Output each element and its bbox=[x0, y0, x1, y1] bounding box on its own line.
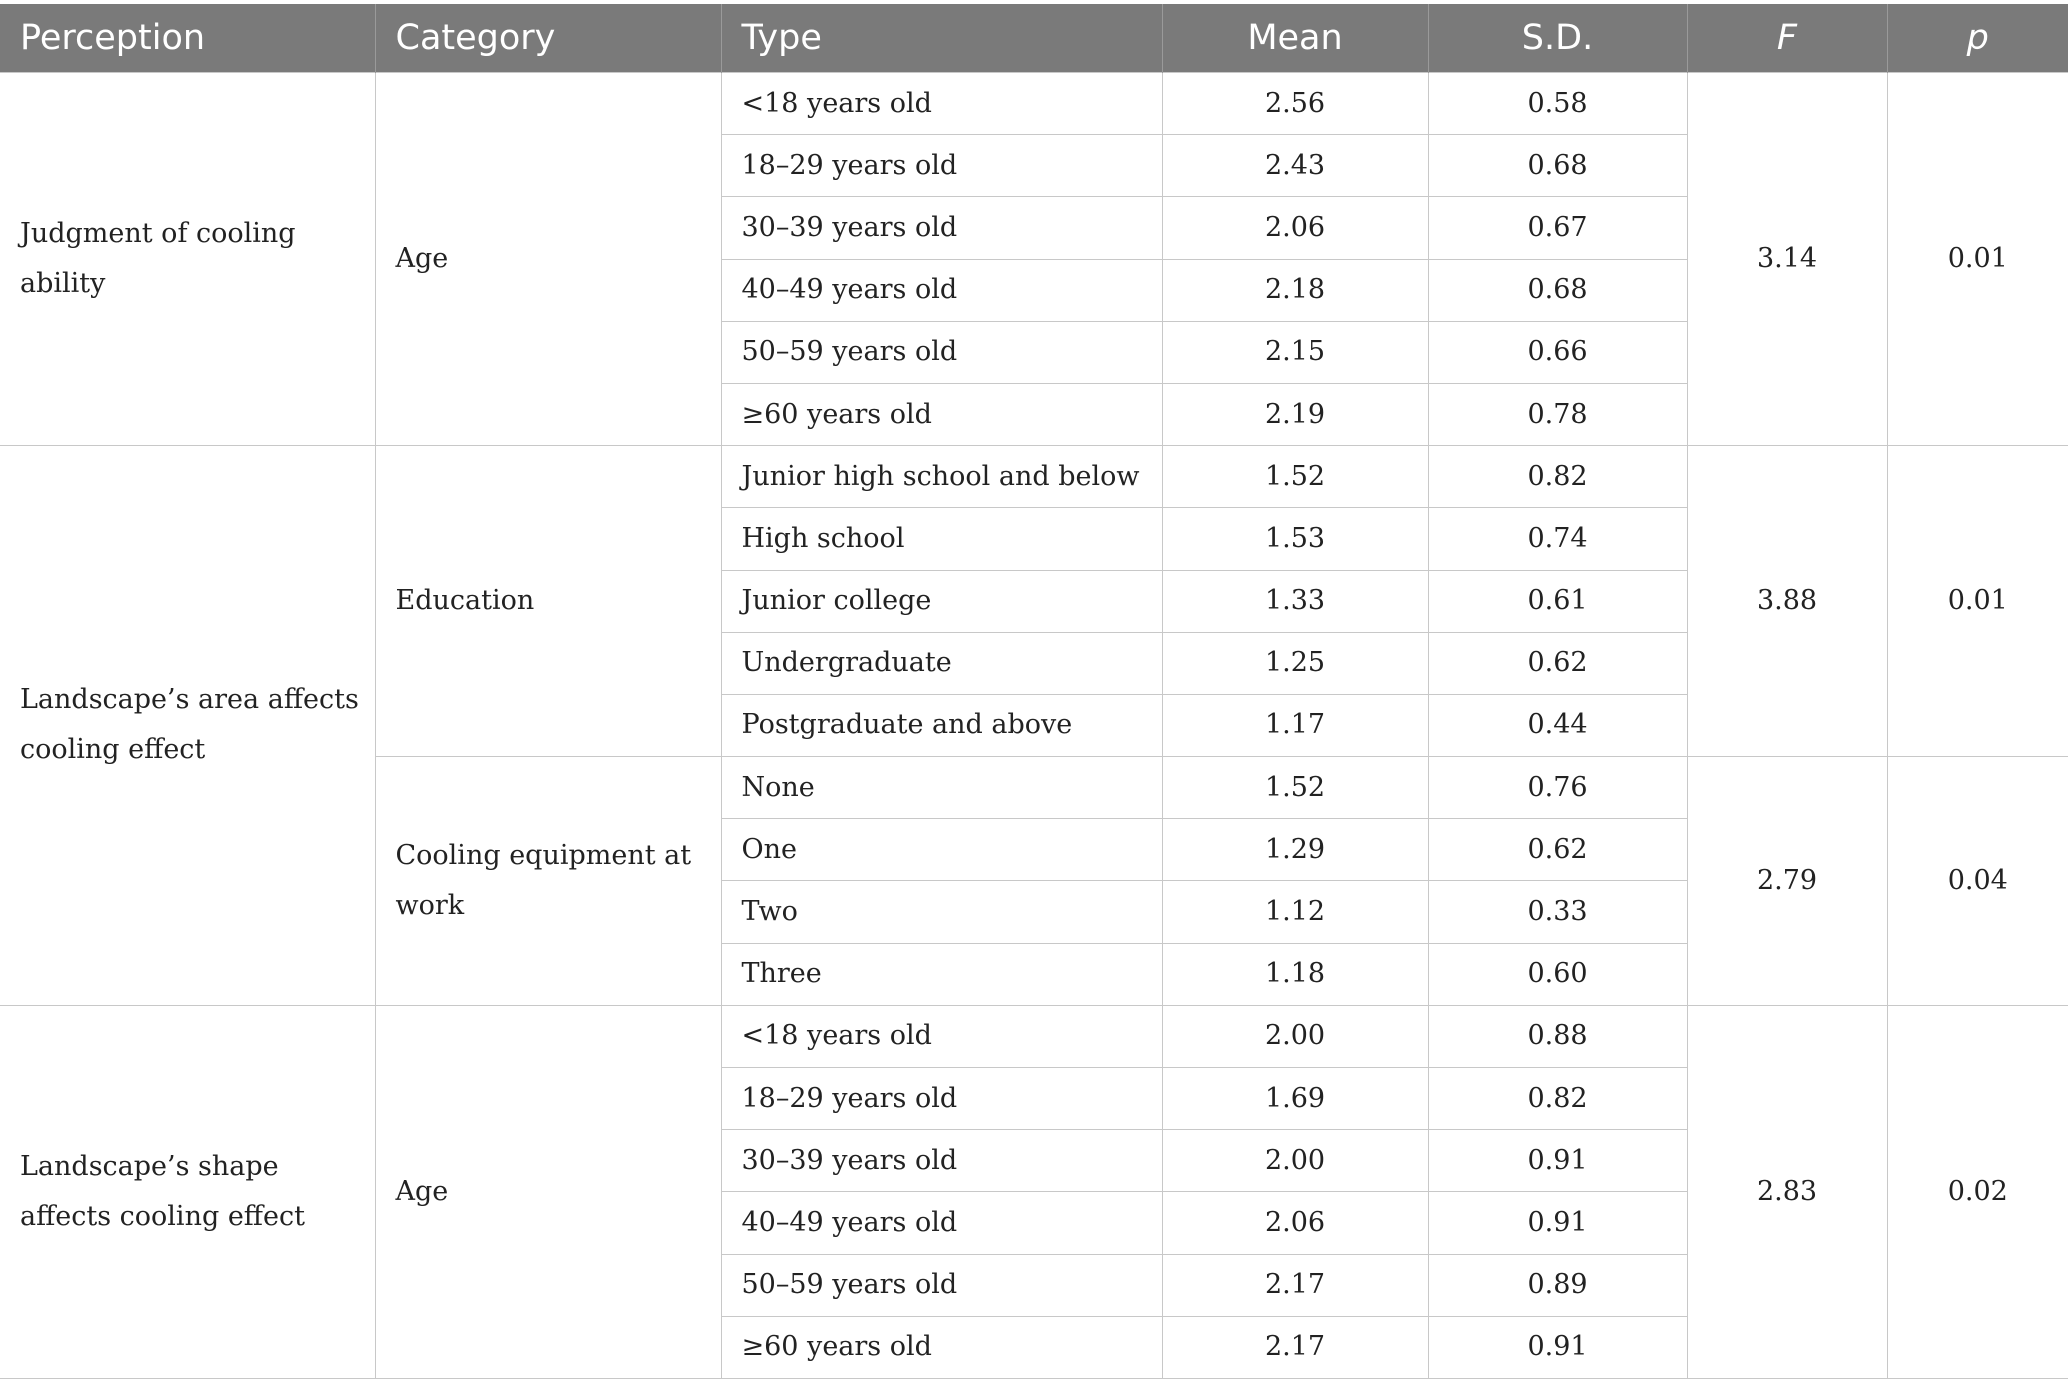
header-f: F bbox=[1687, 4, 1887, 73]
mean-cell: 2.18 bbox=[1162, 259, 1428, 321]
sd-cell: 0.66 bbox=[1428, 321, 1687, 383]
sd-cell: 0.89 bbox=[1428, 1254, 1687, 1316]
mean-cell: 2.56 bbox=[1162, 73, 1428, 135]
mean-cell: 2.06 bbox=[1162, 197, 1428, 259]
sd-cell: 0.33 bbox=[1428, 881, 1687, 943]
type-cell: 50–59 years old bbox=[721, 1254, 1162, 1316]
sd-cell: 0.58 bbox=[1428, 73, 1687, 135]
mean-cell: 2.00 bbox=[1162, 1005, 1428, 1067]
sd-cell: 0.44 bbox=[1428, 694, 1687, 756]
perception-cell: Landscape’s area affects cooling effect bbox=[0, 446, 375, 1006]
type-cell: Postgraduate and above bbox=[721, 694, 1162, 756]
type-cell: High school bbox=[721, 508, 1162, 570]
mean-cell: 1.52 bbox=[1162, 446, 1428, 508]
mean-cell: 2.43 bbox=[1162, 135, 1428, 197]
f-value-cell: 2.79 bbox=[1687, 757, 1887, 1006]
sd-cell: 0.82 bbox=[1428, 446, 1687, 508]
category-cell: Age bbox=[375, 73, 721, 446]
mean-cell: 1.12 bbox=[1162, 881, 1428, 943]
header-type: Type bbox=[721, 4, 1162, 73]
sd-cell: 0.62 bbox=[1428, 632, 1687, 694]
table-row bbox=[0, 73, 2068, 135]
p-value-cell: 0.01 bbox=[1887, 446, 2068, 757]
header-sd: S.D. bbox=[1428, 4, 1687, 73]
p-value-cell: 0.02 bbox=[1887, 1005, 2068, 1378]
sd-cell: 0.60 bbox=[1428, 943, 1687, 1005]
p-value-cell: 0.01 bbox=[1887, 73, 2068, 446]
type-cell: 30–39 years old bbox=[721, 1130, 1162, 1192]
f-value-cell: 3.14 bbox=[1687, 73, 1887, 446]
header-mean: Mean bbox=[1162, 4, 1428, 73]
sd-cell: 0.61 bbox=[1428, 570, 1687, 632]
type-cell: Undergraduate bbox=[721, 632, 1162, 694]
mean-cell: 1.52 bbox=[1162, 757, 1428, 819]
type-cell: None bbox=[721, 757, 1162, 819]
sd-cell: 0.74 bbox=[1428, 508, 1687, 570]
sd-cell: 0.62 bbox=[1428, 819, 1687, 881]
sd-cell: 0.68 bbox=[1428, 259, 1687, 321]
p-value-cell: 0.04 bbox=[1887, 757, 2068, 1006]
type-cell: 18–29 years old bbox=[721, 1068, 1162, 1130]
table-row bbox=[0, 1005, 2068, 1067]
perception-cell: Landscape’s shape affects cooling effect bbox=[0, 1005, 375, 1378]
mean-cell: 1.69 bbox=[1162, 1068, 1428, 1130]
mean-cell: 2.00 bbox=[1162, 1130, 1428, 1192]
sd-cell: 0.68 bbox=[1428, 135, 1687, 197]
mean-cell: 2.19 bbox=[1162, 383, 1428, 445]
statistics-table bbox=[0, 4, 2068, 1379]
table-body bbox=[0, 73, 2068, 1379]
type-cell: ≥60 years old bbox=[721, 383, 1162, 445]
header-perception: Perception bbox=[0, 4, 375, 73]
mean-cell: 2.17 bbox=[1162, 1254, 1428, 1316]
f-value-cell: 2.83 bbox=[1687, 1005, 1887, 1378]
mean-cell: 1.29 bbox=[1162, 819, 1428, 881]
header-row bbox=[0, 4, 2068, 73]
mean-cell: 1.53 bbox=[1162, 508, 1428, 570]
type-cell: 50–59 years old bbox=[721, 321, 1162, 383]
type-cell: <18 years old bbox=[721, 1005, 1162, 1067]
table-row bbox=[0, 446, 2068, 508]
mean-cell: 2.17 bbox=[1162, 1316, 1428, 1378]
f-value-cell: 3.88 bbox=[1687, 446, 1887, 757]
type-cell: 30–39 years old bbox=[721, 197, 1162, 259]
mean-cell: 2.15 bbox=[1162, 321, 1428, 383]
mean-cell: 2.06 bbox=[1162, 1192, 1428, 1254]
sd-cell: 0.67 bbox=[1428, 197, 1687, 259]
type-cell: ≥60 years old bbox=[721, 1316, 1162, 1378]
sd-cell: 0.91 bbox=[1428, 1130, 1687, 1192]
type-cell: 40–49 years old bbox=[721, 259, 1162, 321]
type-cell: Two bbox=[721, 881, 1162, 943]
sd-cell: 0.91 bbox=[1428, 1316, 1687, 1378]
type-cell: 18–29 years old bbox=[721, 135, 1162, 197]
sd-cell: 0.88 bbox=[1428, 1005, 1687, 1067]
type-cell: 40–49 years old bbox=[721, 1192, 1162, 1254]
type-cell: One bbox=[721, 819, 1162, 881]
sd-cell: 0.82 bbox=[1428, 1068, 1687, 1130]
mean-cell: 1.25 bbox=[1162, 632, 1428, 694]
sd-cell: 0.91 bbox=[1428, 1192, 1687, 1254]
category-cell: Cooling equipment at work bbox=[375, 757, 721, 1006]
header-category: Category bbox=[375, 4, 721, 73]
type-cell: <18 years old bbox=[721, 73, 1162, 135]
mean-cell: 1.18 bbox=[1162, 943, 1428, 1005]
type-cell: Junior high school and below bbox=[721, 446, 1162, 508]
category-cell: Age bbox=[375, 1005, 721, 1378]
header-p: p bbox=[1887, 4, 2068, 73]
category-cell: Education bbox=[375, 446, 721, 757]
perception-cell: Judgment of cooling ability bbox=[0, 73, 375, 446]
type-cell: Three bbox=[721, 943, 1162, 1005]
sd-cell: 0.78 bbox=[1428, 383, 1687, 445]
mean-cell: 1.17 bbox=[1162, 694, 1428, 756]
mean-cell: 1.33 bbox=[1162, 570, 1428, 632]
type-cell: Junior college bbox=[721, 570, 1162, 632]
sd-cell: 0.76 bbox=[1428, 757, 1687, 819]
